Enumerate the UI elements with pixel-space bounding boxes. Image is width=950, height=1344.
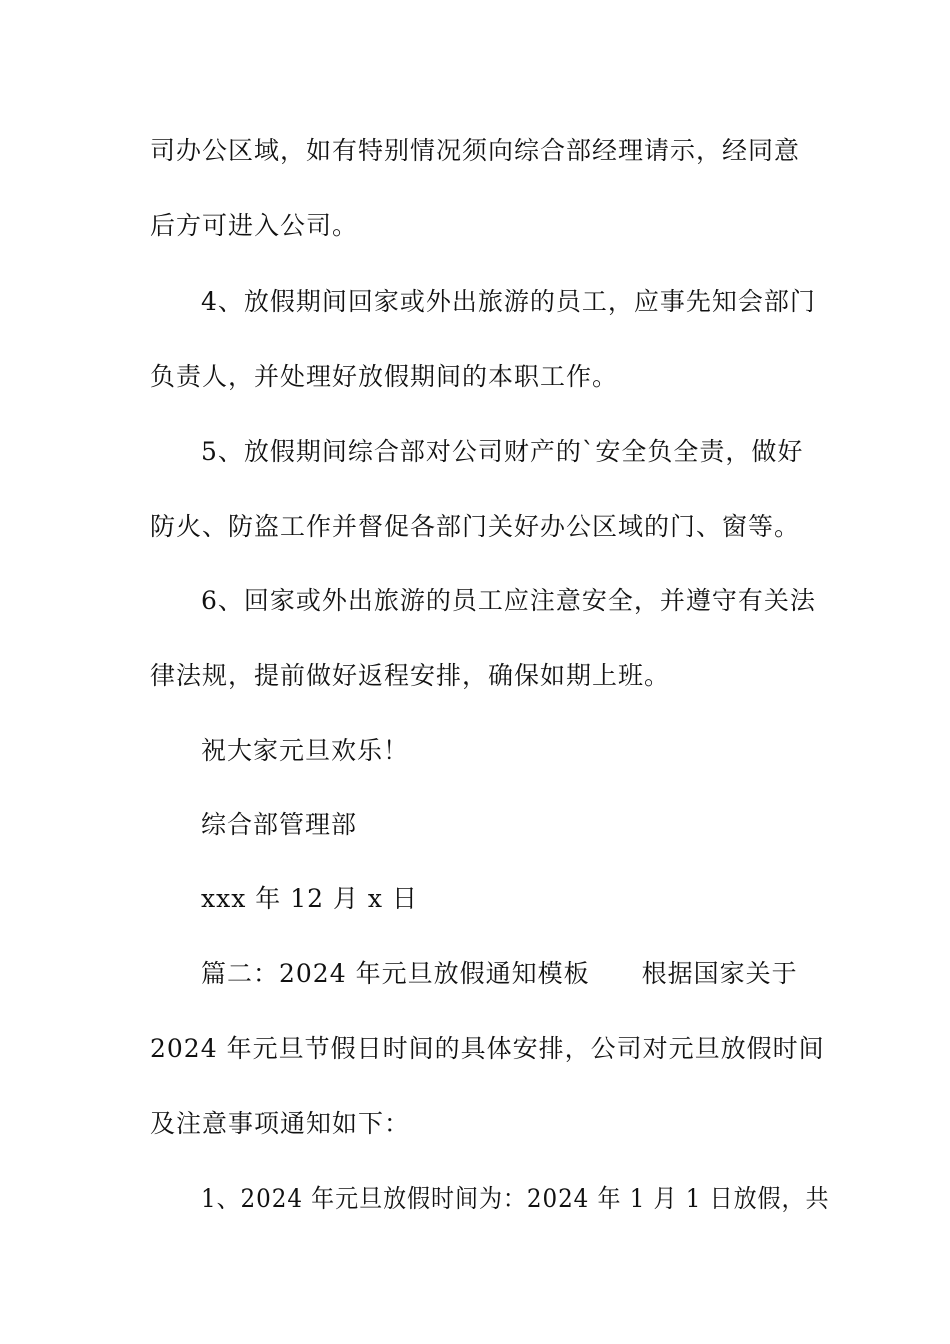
signature-date: xxx 年 12 月 x 日: [201, 884, 418, 913]
text-line: 负责人，并处理好放假期间的本职工作。: [150, 362, 619, 391]
text-line: 律法规，提前做好返程安排，确保如期上班。: [150, 661, 671, 690]
text-line: 6、回家或外出旅游的员工应注意安全，并遵守有关法: [201, 586, 816, 615]
signature-department: 综合部管理部: [201, 810, 358, 839]
text-line: 4、放假期间回家或外出旅游的员工，应事先知会部门: [201, 287, 816, 316]
section-heading-line: 篇二：2024 年元旦放假通知模板 根据国家关于: [201, 959, 798, 988]
text-line: 防火、防盗工作并督促各部门关好办公区域的门、窗等。: [150, 512, 801, 541]
text-line: 后方可进入公司。: [150, 211, 359, 240]
text-line: 5、放假期间综合部对公司财产的`安全负全责，做好: [201, 437, 804, 466]
text-line: 及注意事项通知如下：: [150, 1109, 411, 1138]
text-line: 2024 年元旦节假日时间的具体安排，公司对元旦放假时间: [150, 1034, 825, 1063]
greeting-line: 祝大家元旦欢乐！: [201, 736, 410, 765]
text-line: 司办公区域，如有特别情况须向综合部经理请示，经同意: [150, 136, 801, 165]
text-line: 1、2024 年元旦放假时间为：2024 年 1 月 1 日放假，共: [201, 1184, 830, 1213]
